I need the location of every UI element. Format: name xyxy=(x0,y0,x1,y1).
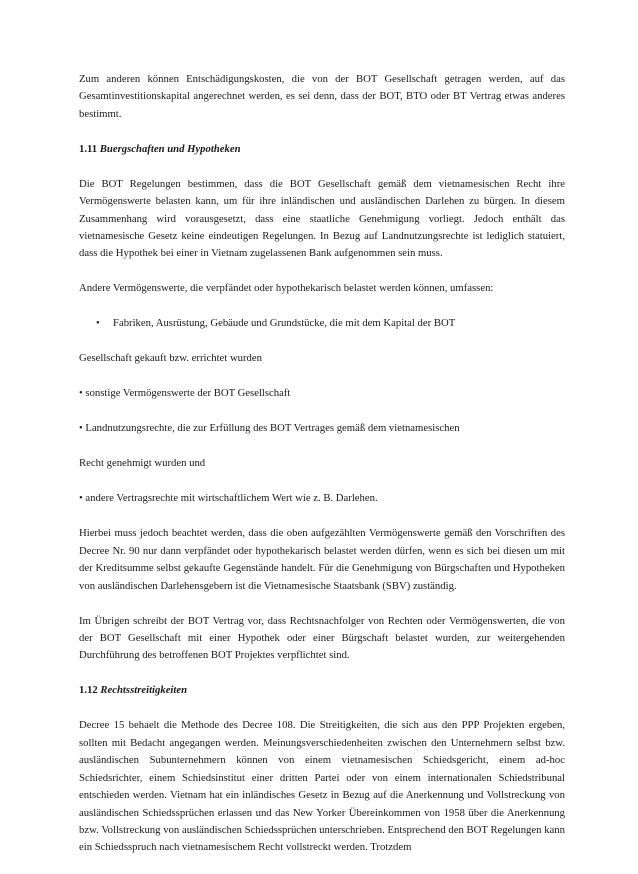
text-line: • Landnutzungsrechte, die zur Erfüllung des BOT Vertrages gemäß dem vietnamesischen xyxy=(79,422,460,435)
bullet-icon: • xyxy=(96,317,100,330)
section-heading-1-12 xyxy=(79,682,565,699)
section-title: Rechtsstreitigkeiten xyxy=(100,684,188,697)
section-title: Buergschaften und Hypotheken xyxy=(99,142,241,155)
paragraph-decree-90: Hierbei muss jedoch beachtet werden, dass die oben aufgezählten Vermögenswerte gemäß den Vorschriften des Decree Nr. 90 nur dann verpfändet oder hypothekarisch belastet werden dürfen, wenn es sich bei diesen um mit der Kreditsumme selbst gekaufte Gegenstände handelt. Für die Genehmigung von Bürgschaften und Hypotheken von ausländischen Darlehensgebern ist die Vietnamesische Staatsbank (SBV) zuständig. xyxy=(79,527,565,592)
section-number: 1.11 xyxy=(79,142,98,155)
list-item-text: Fabriken, Ausrüstung, Gebäude und Grundstücke, die mit dem Kapital der BOT xyxy=(113,317,456,330)
section-heading-1-11 xyxy=(79,141,565,158)
paragraph-bot-regulations: Die BOT Regelungen bestimmen, dass die BOT Gesellschaft gemäß dem vietnamesischen Recht ihre Vermögenswerte belasten kann, um für ihre inländischen und ausländischen Darlehen zu bürgen. In diesem Zusammenhang wird vorausgesetzt, dass eine staatliche Genehmigung vorliegt. Jedoch enthält das vietnamesische Gesetz keine eindeutigen Regelungen. In Bezug auf Landnutzungsrechte ist lediglich statuiert, dass die Hypothek bei einer in Vietnam zugelassenen Bank aufgenommen sein muss. xyxy=(79,177,565,260)
text-line: Recht genehmigt wurden und xyxy=(79,457,206,470)
paragraph-decree-15: Decree 15 behaelt die Methode des Decree 108. Die Streitigkeiten, die sich aus den PPP Projekten ergeben, sollten mit Bedacht angegangen werden. Meinungsverschiedenheiten zwischen den Unternehmern selbst bzw. ausländischen Subunternehmern können von einem vietnamesischen Schiedsgericht, einem ad-hoc Schiedsrichter, einem Schiedsinstitut einer dritten Partei oder von einem internationalen Schiedstribunal entschieden werden. Vietnam hat ein inländisches Gesetz in Bezug auf die Anerkennung und Vollstreckung von ausländischen Schiedssprüchen erlassen und das New Yorker Übereinkommen von 1958 über die Anerkennung bzw. Vollstreckung von ausländischen Schiedssprüchen unterschrieben. Entsprechend den BOT Regelungen kann ein Schiedsspruch nach vietnamesischem Recht vollstreckt werden. Trotzdem xyxy=(79,719,565,854)
text-line: • andere Vertragsrechte mit wirtschaftlichem Wert wie z. B. Darlehen. xyxy=(79,492,378,505)
list-item xyxy=(79,315,565,332)
section-number: 1.12 xyxy=(79,684,98,697)
paragraph-legal-successors: Im Übrigen schreibt der BOT Vertrag vor, dass Rechtsnachfolger von Rechten oder Vermögenswerten, die von der BOT Gesellschaft mit einer Hypothek oder einer Bürgschaft belastet wurden, zur weitergehenden Durchführung des betroffenen BOT Projektes verpflichtet sind. xyxy=(79,614,565,662)
document-page xyxy=(79,71,565,874)
paragraph-compensation-costs: Zum anderen können Entschädigungskosten, die von der BOT Gesellschaft getragen werden, auf das Gesamtinvestitionskapital angerechnet werden, es sei denn, dass der BOT, BTO oder BT Vertrag etwas anderes bestimmt. xyxy=(79,73,565,120)
paragraph-other-assets-intro: Andere Vermögenswerte, die verpfändet oder hypothekarisch belastet werden können, umfassen: xyxy=(79,282,494,295)
text-line: • sonstige Vermögenswerte der BOT Gesellschaft xyxy=(79,387,291,400)
text-line: Gesellschaft gekauft bzw. errichtet wurden xyxy=(79,352,262,365)
